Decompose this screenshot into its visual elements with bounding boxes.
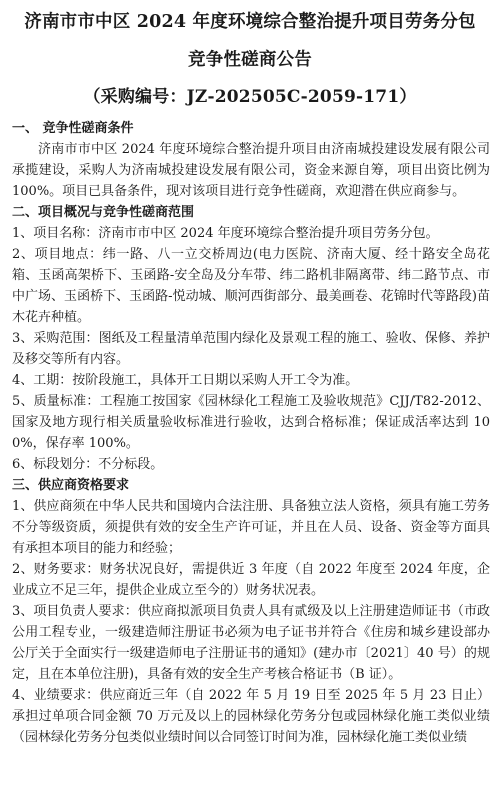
- section-2-item: 2、项目地点：纬一路、八一立交桥周边(电力医院、济南大厦、经十路安全岛花箱、玉函高架桥下、玉函路-安全岛及分车带、纬二路机非隔离带、纬二路节点、市中广场、玉函桥下、玉函路-悦动城、顺河西街部分、最美画卷、花锦时代等路段)苗木花卉种植。: [12, 247, 490, 325]
- section-2-item: 5、质量标准：工程施工按国家《园林绿化工程施工及验收规范》CJJ/T82-2012、国家及地方现行相关质量验收标准进行验收，达到合格标准；保证成活率达到 100%，保存率 100%。: [12, 394, 490, 451]
- section-2-item: 1、项目名称：济南市市中区 2024 年度环境综合整治提升项目劳务分包。: [12, 226, 439, 241]
- section-3-item: 2、财务要求：财务状况良好，需提供近 3 年度（自 2022 年度至 2024 年度，企业成立不足三年，提供企业成立至今的）财务状况表。: [12, 562, 490, 598]
- section-2-item: 6、标段划分：不分标段。: [12, 457, 164, 472]
- announcement-body: [12, 118, 490, 748]
- section-3-item: 3、项目负责人要求：供应商拟派项目负责人具有贰级及以上注册建造师证书（市政公用工程专业，一级建造师注册证书必须为电子证书并符合《住房和城乡建设部办公厅关于全面实行一级建造师电子注册证书的通知》(建办市〔2021〕40 号）的规定，且在本单位注册)，具备有效的安全生产考核合格证书（B 证）。: [12, 604, 490, 682]
- section-3-heading: 三、供应商资格要求: [12, 478, 130, 493]
- title-line-1: 济南市市中区 2024 年度环境综合整治提升项目劳务分包: [24, 12, 476, 32]
- section-3-item: 1、供应商须在中华人民共和国境内合法注册、具备独立法人资格，须具有施工劳务不分等级资质，须提供有效的安全生产许可证，并且在人员、设备、资金等方面具有承担本项目的能力和经验；: [12, 499, 490, 556]
- procurement-number: （采购编号：JZ-202505C-2059-171）: [83, 87, 417, 107]
- section-2-item: 4、工期：按阶段施工，具体开工日期以采购人开工令为准。: [12, 373, 359, 388]
- section-2-heading: 二、项目概况与竞争性磋商范围: [12, 205, 195, 220]
- title-line-2: 竞争性磋商公告: [188, 50, 312, 70]
- section-2-item: 3、采购范围：图纸及工程量清单范围内绿化及景观工程的施工、验收、保修、养护及移交等所有内容。: [12, 331, 490, 367]
- section-1-heading: 一、 竞争性磋商条件: [12, 121, 134, 136]
- section-3-item: 4、业绩要求：供应商近三年（自 2022 年 5 月 19 日至 2025 年 5 月 23 日止）承担过单项合同金额 70 万元及以上的园林绿化劳务分包或园林绿化施工类似业绩（园林绿化劳务分包类似业绩时间以合同签订时间为准，园林绿化施工类似业绩: [12, 688, 490, 745]
- section-1-paragraph: 济南市市中区 2024 年度环境综合整治提升项目由济南城投建设发展有限公司承揽建设，采购人为济南城投建设发展有限公司，资金来源自筹，项目出资比例为 100%。项目已具备条件，现对该项目进行竞争性磋商，欢迎潜在供应商参与。: [12, 142, 490, 199]
